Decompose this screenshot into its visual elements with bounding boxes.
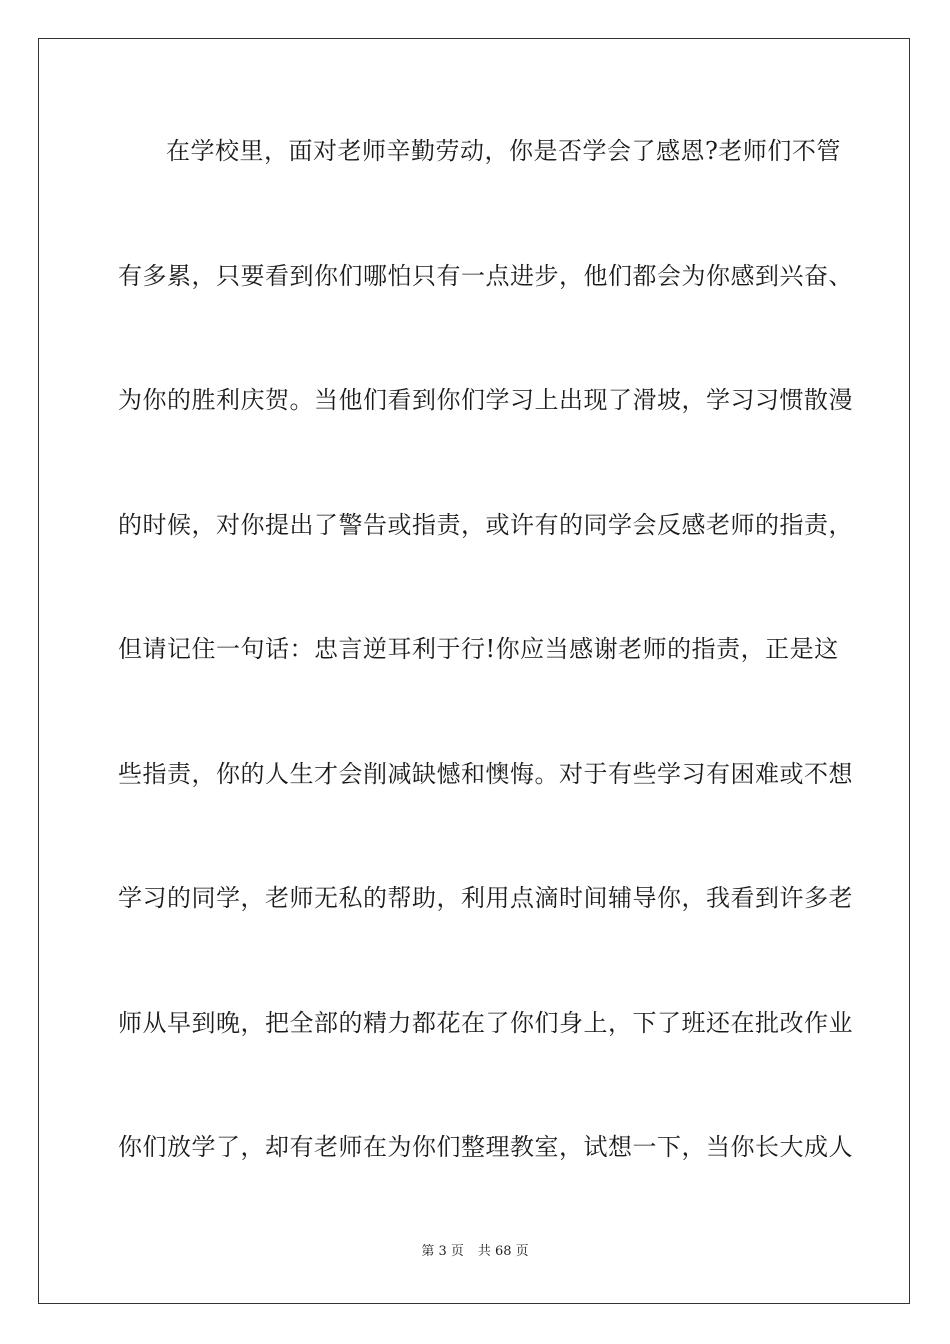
page-border: [38, 38, 910, 1304]
paragraph-line-7: 学习的同学，老师无私的帮助，利用点滴时间辅导你，我看到许多老: [118, 884, 853, 912]
paragraph-line-8: 师从早到晚，把全部的精力都花在了你们身上，下了班还在批改作业: [118, 1009, 853, 1037]
page-total: 共 68 页: [477, 1244, 529, 1259]
paragraph-line-2: 有多累，只要看到你们哪怕只有一点进步，他们都会为你感到兴奋、: [118, 262, 853, 290]
paragraph-line-4: 的时候，对你提出了警告或指责，或许有的同学会反感老师的指责，: [118, 511, 853, 539]
page-number: 第 3 页: [421, 1244, 464, 1259]
paragraph-line-6: 些指责，你的人生才会削减缺憾和懊悔。对于有些学习有困难或不想: [118, 760, 853, 788]
paragraph-line-5: 但请记住一句话：忠言逆耳利于行!你应当感谢老师的指责，正是这: [118, 635, 839, 663]
paragraph-line-1: 在学校里，面对老师辛勤劳动，你是否学会了感恩?老师们不管: [166, 137, 841, 165]
page-footer: [0, 1243, 950, 1261]
paragraph-line-9: 你们放学了，却有老师在为你们整理教室，试想一下，当你长大成人: [118, 1133, 853, 1161]
paragraph-line-3: 为你的胜利庆贺。当他们看到你们学习上出现了滑坡，学习习惯散漫: [118, 386, 853, 414]
